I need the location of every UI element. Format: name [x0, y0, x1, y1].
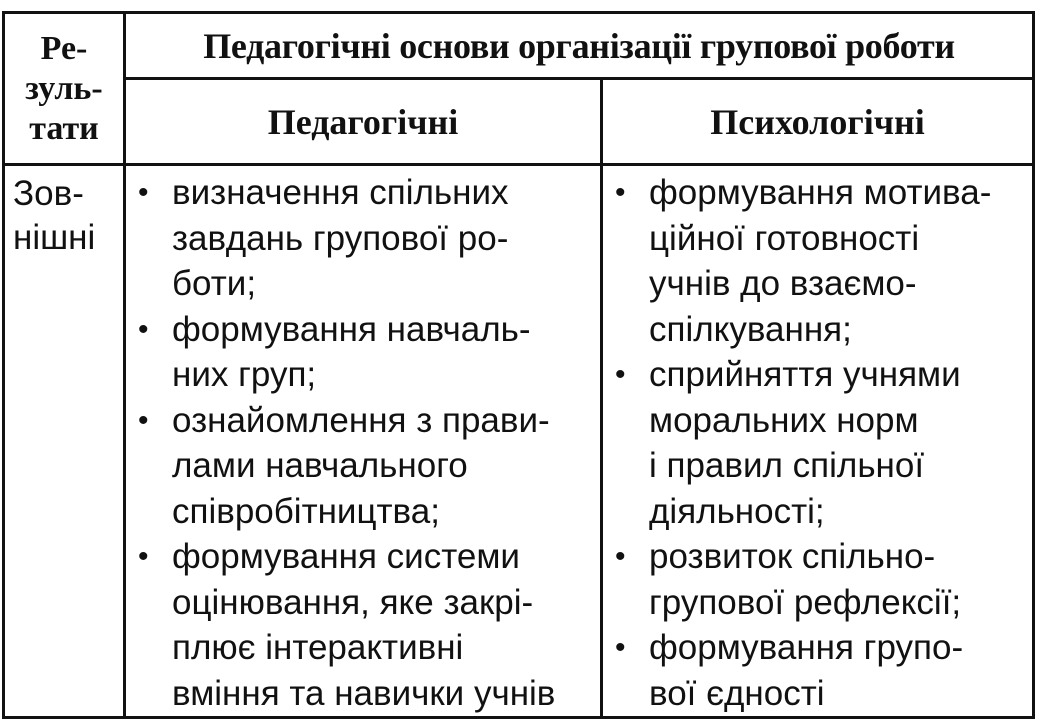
psychological-item [615, 534, 1032, 625]
pedagogical-item [138, 534, 600, 716]
body-row-external [4, 165, 1034, 718]
pedagogical-foundations-table [2, 11, 1035, 719]
results-header-line-2: зуль- [25, 69, 103, 107]
row-label-cell [4, 165, 125, 718]
pedagogical-item-line: визначення спільних [172, 173, 509, 212]
row-label-line-2: нішні [13, 218, 96, 257]
bullet-icon: • [138, 540, 149, 573]
pedagogical-item-line: лами навчального [172, 446, 468, 485]
pedagogical-header-cell [125, 79, 602, 165]
pedagogical-item-line: формування навчаль- [172, 309, 531, 349]
psychological-item-line: учнів до взаємо- [649, 264, 917, 303]
psychological-item [615, 352, 1032, 534]
main-header-cell [125, 13, 1034, 79]
psychological-item-line: моральних норм [649, 400, 919, 440]
header-row-sub [4, 79, 1034, 165]
results-header-line-1: Ре- [40, 29, 88, 67]
psychological-item [615, 170, 1032, 352]
pedagogical-item-line: них груп; [172, 355, 317, 394]
bullet-icon: • [615, 358, 626, 391]
psychological-item-line: вої єдності [649, 673, 825, 713]
bullet-icon: • [138, 312, 149, 346]
bullet-icon: • [615, 176, 626, 209]
pedagogical-item-line: вміння та навички учнів [172, 673, 556, 713]
psychological-item [615, 625, 1032, 716]
psychological-item-line: групової рефлексії; [649, 582, 962, 622]
bullet-icon: • [615, 631, 626, 664]
bullet-icon: • [138, 403, 149, 437]
pedagogical-item-line: співробітництва; [172, 491, 440, 531]
psychological-header-cell [602, 79, 1034, 165]
psychological-item-line: формування групо- [649, 628, 964, 667]
main-header-title: Педагогічні основи організації групової роботи [203, 25, 955, 66]
pedagogical-item-line: завдань групової ро- [172, 218, 509, 258]
pedagogical-item [138, 170, 600, 307]
pedagogical-item [138, 307, 600, 398]
psychological-header-label: Психологічні [710, 101, 925, 142]
psychological-item-line: діяльності; [649, 491, 825, 531]
row-label-line-1: Зов- [13, 174, 84, 213]
results-header-cell [4, 13, 125, 165]
pedagogical-item-line: формування системи [172, 537, 520, 576]
bullet-icon: • [615, 540, 626, 573]
pedagogical-item-line: плює інтерактивні [172, 628, 464, 667]
psychological-item-line: спілкування; [649, 309, 852, 349]
pedagogical-header-label: Педагогічні [267, 101, 459, 142]
header-row-main [4, 13, 1034, 79]
psychological-item-line: і правил спільної [649, 446, 925, 485]
psychological-item-line: формування мотива- [649, 173, 992, 212]
pedagogical-item-line: боти; [172, 264, 257, 303]
pedagogical-item-line: ознайомлення з прави- [172, 400, 550, 440]
psychological-item-line: ційної готовності [649, 218, 920, 258]
bullet-icon: • [138, 176, 149, 209]
psychological-item-line: сприйняття учнями [649, 355, 961, 394]
pedagogical-items-cell [125, 165, 602, 718]
pedagogical-item [138, 398, 600, 535]
results-header-line-3: тати [29, 109, 99, 147]
psychological-item-line: розвиток спільно- [649, 537, 936, 576]
pedagogical-item-line: оцінювання, яке закрі- [172, 582, 534, 622]
psychological-items-cell [602, 165, 1034, 718]
